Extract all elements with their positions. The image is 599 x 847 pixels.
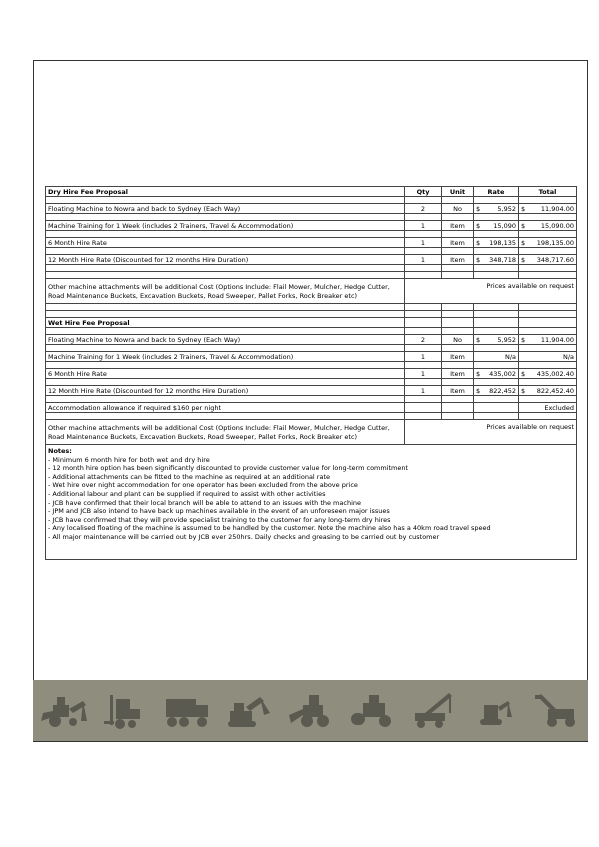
empty-cell [46, 413, 405, 420]
rate-wrap [476, 336, 516, 344]
rate-wrap [476, 239, 516, 247]
empty-cell [46, 311, 405, 318]
rate-value: 822,452 [489, 386, 516, 395]
empty-cell [474, 214, 519, 221]
qty-header: Qty [405, 187, 442, 197]
rate-wrap [476, 353, 516, 361]
notes-row [46, 445, 577, 560]
line-description: 12 Month Hire Rate (Discounted for 12 months Hire Duration) [46, 386, 405, 396]
empty-cell [474, 328, 519, 335]
fee-line-row [46, 335, 577, 345]
empty-cell [442, 197, 474, 204]
empty-cell [405, 413, 442, 420]
total-value: 11,904.00 [540, 204, 574, 213]
empty-cell [46, 362, 405, 369]
empty-cell [519, 311, 577, 318]
spacer-row [46, 328, 577, 335]
empty-cell [442, 231, 474, 238]
line-unit: Item [442, 369, 474, 379]
total-wrap [521, 370, 574, 378]
empty-cell [519, 197, 577, 204]
empty-cell [46, 231, 405, 238]
fee-line-row [46, 204, 577, 214]
line-qty: 2 [405, 204, 442, 214]
mini-excavator-icon [470, 691, 520, 731]
spacer-row [46, 345, 577, 352]
line-rate [474, 386, 519, 396]
empty-cell [519, 304, 577, 311]
empty-cell [405, 265, 442, 272]
note-item: - Wet hire over night accommodation for one operator has been excluded from the above price [48, 481, 358, 490]
empty-cell [405, 197, 442, 204]
rate-currency: $ [476, 221, 481, 230]
total-wrap [521, 205, 574, 213]
line-total [519, 369, 577, 379]
line-qty: 1 [405, 255, 442, 265]
empty-cell [46, 214, 405, 221]
total-value: 348,717.60 [536, 255, 574, 264]
rate-value: N/a [504, 352, 516, 361]
forklift-icon [100, 691, 150, 731]
total-value: 11,904.00 [540, 335, 574, 344]
empty-cell [474, 248, 519, 255]
attachments-row [46, 420, 577, 445]
rate-currency: $ [476, 255, 481, 264]
empty-cell [474, 311, 519, 318]
empty-cell [405, 231, 442, 238]
empty-cell [46, 328, 405, 335]
dry-hire-header-row [46, 187, 577, 197]
dump-truck-icon [162, 691, 212, 731]
line-qty: 1 [405, 238, 442, 248]
line-rate [474, 204, 519, 214]
note-item: - Additional attachments can be fitted to the machine as required at an additional rate [48, 472, 331, 481]
empty-cell [442, 318, 474, 328]
empty-cell [405, 214, 442, 221]
empty-cell [405, 304, 442, 311]
line-total [519, 386, 577, 396]
empty-cell [519, 396, 577, 403]
empty-cell [519, 231, 577, 238]
line-unit: Item [442, 386, 474, 396]
line-total [519, 204, 577, 214]
fee-line-row [46, 386, 577, 396]
attachments-text: Other machine attachments will be additional Cost (Options Include: Flail Mower, Mulcher, Hedge Cutter, Road Maintenance Buckets, Excavation Buckets, Road Sweeper, Pallet Forks, Rock Breaker etc) [46, 420, 405, 445]
total-currency: $ [521, 335, 526, 344]
line-description: 6 Month Hire Rate [46, 238, 405, 248]
line-unit: Item [442, 352, 474, 362]
note-item: - Any localised floating of the machine is assumed to be handled by the customer. Note the machine also has a 40km road travel speed [48, 524, 491, 533]
line-total [519, 352, 577, 362]
total-currency: $ [521, 386, 526, 395]
crane-icon [409, 691, 459, 731]
empty-cell [474, 345, 519, 352]
total-wrap [521, 387, 574, 395]
compactor-icon [347, 691, 397, 731]
empty-cell [442, 311, 474, 318]
total-currency: $ [521, 204, 526, 213]
rate-value: 5,952 [497, 335, 516, 344]
accommodation-row [46, 403, 577, 413]
note-item: - JCB have confirmed that they will provide specialist training to the customer for any long-term dry hires [48, 515, 391, 524]
attachments-text: Other machine attachments will be additional Cost (Options Include: Flail Mower, Mulcher, Hedge Cutter, Road Maintenance Buckets, Excavation Buckets, Road Sweeper, Pallet Forks, Rock Breaker etc) [46, 279, 405, 304]
empty-cell [474, 403, 519, 413]
spacer-row [46, 197, 577, 204]
empty-cell [405, 379, 442, 386]
rate-wrap [476, 387, 516, 395]
total-currency: $ [521, 369, 526, 378]
rate-value: 198,135 [489, 238, 516, 247]
line-qty: 1 [405, 369, 442, 379]
line-total [519, 255, 577, 265]
note-item: - Additional labour and plant can be supplied if required to assist with other activities [48, 489, 326, 498]
total-value: 15,090.00 [540, 221, 574, 230]
empty-cell [442, 304, 474, 311]
line-rate [474, 221, 519, 231]
line-rate [474, 255, 519, 265]
note-item: - JPM and JCB also intend to have back up machines available in the event of an unforeseen major issues [48, 507, 390, 516]
empty-cell [46, 345, 405, 352]
fee-line-row [46, 221, 577, 231]
rate-value: 348,718 [489, 255, 516, 264]
note-item: - 12 month hire option has been significantly discounted to provide customer value for long-term commitment [48, 464, 409, 473]
empty-cell [442, 403, 474, 413]
line-description: Machine Training for 1 Week (includes 2 Trainers, Travel & Accommodation) [46, 221, 405, 231]
spacer-row [46, 311, 577, 318]
telehandler-icon [532, 691, 582, 731]
empty-cell [442, 265, 474, 272]
empty-cell [405, 328, 442, 335]
empty-cell [474, 318, 519, 328]
machinery-banner [33, 680, 588, 741]
dry-hire-heading: Dry Hire Fee Proposal [46, 187, 405, 197]
empty-cell [442, 248, 474, 255]
empty-cell [442, 413, 474, 420]
total-header: Total [519, 187, 577, 197]
rate-value: 5,952 [497, 204, 516, 213]
empty-cell [519, 248, 577, 255]
empty-cell [46, 265, 405, 272]
fee-line-row [46, 369, 577, 379]
line-unit: Item [442, 221, 474, 231]
line-total [519, 238, 577, 248]
attachments-price: Prices available on request [405, 279, 577, 304]
line-qty: 1 [405, 221, 442, 231]
rate-value: 435,002 [489, 369, 516, 378]
spacer-row [46, 231, 577, 238]
spacer-row [46, 362, 577, 369]
line-description: 6 Month Hire Rate [46, 369, 405, 379]
empty-cell [405, 272, 442, 279]
total-currency: $ [521, 255, 526, 264]
rate-wrap [476, 370, 516, 378]
accommodation-total: Excluded [519, 403, 577, 413]
empty-cell [519, 318, 577, 328]
wet-hire-heading: Wet Hire Fee Proposal [46, 318, 405, 328]
total-wrap [521, 239, 574, 247]
fee-proposal-table [45, 186, 577, 560]
total-value: 435,002.40 [536, 369, 574, 378]
empty-cell [442, 272, 474, 279]
line-rate [474, 369, 519, 379]
line-qty: 1 [405, 386, 442, 396]
empty-cell [519, 345, 577, 352]
wheel-loader-icon [285, 691, 335, 731]
fee-line-row [46, 352, 577, 362]
empty-cell [405, 311, 442, 318]
empty-cell [46, 272, 405, 279]
notes-block [46, 445, 577, 560]
note-item: - All major maintenance will be carried out by JCB ever 250hrs. Daily checks and greasing to be carried out by customer [48, 532, 440, 541]
empty-cell [46, 379, 405, 386]
total-currency: $ [521, 238, 526, 247]
rate-value: 15,090 [493, 221, 516, 230]
line-rate [474, 335, 519, 345]
empty-cell [405, 403, 442, 413]
spacer-row [46, 304, 577, 311]
rate-currency: $ [476, 204, 481, 213]
empty-cell [442, 396, 474, 403]
total-wrap [521, 353, 574, 361]
total-currency: $ [521, 221, 526, 230]
total-value: 198,135.00 [536, 238, 574, 247]
attachments-price: Prices available on request [405, 420, 577, 445]
total-value: 822,452.40 [536, 386, 574, 395]
empty-cell [46, 396, 405, 403]
empty-cell [474, 379, 519, 386]
line-total [519, 221, 577, 231]
empty-cell [442, 328, 474, 335]
total-wrap [521, 336, 574, 344]
fee-line-row [46, 238, 577, 248]
line-description: Machine Training for 1 Week (includes 2 Trainers, Travel & Accommodation) [46, 352, 405, 362]
attachments-row [46, 279, 577, 304]
rate-currency: $ [476, 238, 481, 247]
rate-wrap [476, 205, 516, 213]
line-total [519, 335, 577, 345]
empty-cell [46, 248, 405, 255]
line-description: Floating Machine to Nowra and back to Sydney (Each Way) [46, 204, 405, 214]
empty-cell [519, 413, 577, 420]
line-unit: Item [442, 238, 474, 248]
wet-hire-header-row [46, 318, 577, 328]
spacer-row [46, 272, 577, 279]
spacer-row [46, 214, 577, 221]
rate-wrap [476, 222, 516, 230]
unit-header: Unit [442, 187, 474, 197]
empty-cell [405, 248, 442, 255]
empty-cell [474, 413, 519, 420]
fee-line-row [46, 255, 577, 265]
line-qty: 2 [405, 335, 442, 345]
rate-header: Rate [474, 187, 519, 197]
empty-cell [46, 197, 405, 204]
empty-cell [442, 362, 474, 369]
empty-cell [519, 362, 577, 369]
empty-cell [474, 362, 519, 369]
line-unit: No [442, 335, 474, 345]
note-item: - Minimum 6 month hire for both wet and dry hire [48, 455, 210, 464]
backhoe-loader-icon [39, 691, 89, 731]
spacer-row [46, 248, 577, 255]
empty-cell [519, 328, 577, 335]
empty-cell [474, 231, 519, 238]
empty-cell [519, 265, 577, 272]
note-item: - JCB have confirmed that their local branch will be able to attend to an issues with the machine [48, 498, 361, 507]
line-description: Floating Machine to Nowra and back to Sydney (Each Way) [46, 335, 405, 345]
empty-cell [405, 318, 442, 328]
rate-wrap [476, 256, 516, 264]
empty-cell [442, 214, 474, 221]
rate-currency: $ [476, 369, 481, 378]
empty-cell [519, 214, 577, 221]
empty-cell [474, 396, 519, 403]
empty-cell [474, 304, 519, 311]
line-rate [474, 238, 519, 248]
empty-cell [405, 362, 442, 369]
line-qty: 1 [405, 352, 442, 362]
spacer-row [46, 379, 577, 386]
total-value: N/a [562, 352, 574, 361]
rate-currency: $ [476, 386, 481, 395]
empty-cell [442, 345, 474, 352]
rate-currency: $ [476, 335, 481, 344]
line-unit: No [442, 204, 474, 214]
line-description: 12 Month Hire Rate (Discounted for 12 months Hire Duration) [46, 255, 405, 265]
spacer-row [46, 396, 577, 403]
accommodation-text: Accommodation allowance if required $160 per night [46, 403, 405, 413]
excavator-icon [224, 691, 274, 731]
empty-cell [474, 272, 519, 279]
empty-cell [519, 379, 577, 386]
spacer-row [46, 265, 577, 272]
notes-title: Notes: [48, 447, 72, 455]
empty-cell [474, 265, 519, 272]
empty-cell [46, 304, 405, 311]
empty-cell [474, 197, 519, 204]
empty-cell [405, 396, 442, 403]
empty-cell [519, 272, 577, 279]
line-unit: Item [442, 255, 474, 265]
total-wrap [521, 256, 574, 264]
empty-cell [405, 345, 442, 352]
line-rate [474, 352, 519, 362]
total-wrap [521, 222, 574, 230]
spacer-row [46, 413, 577, 420]
empty-cell [442, 379, 474, 386]
